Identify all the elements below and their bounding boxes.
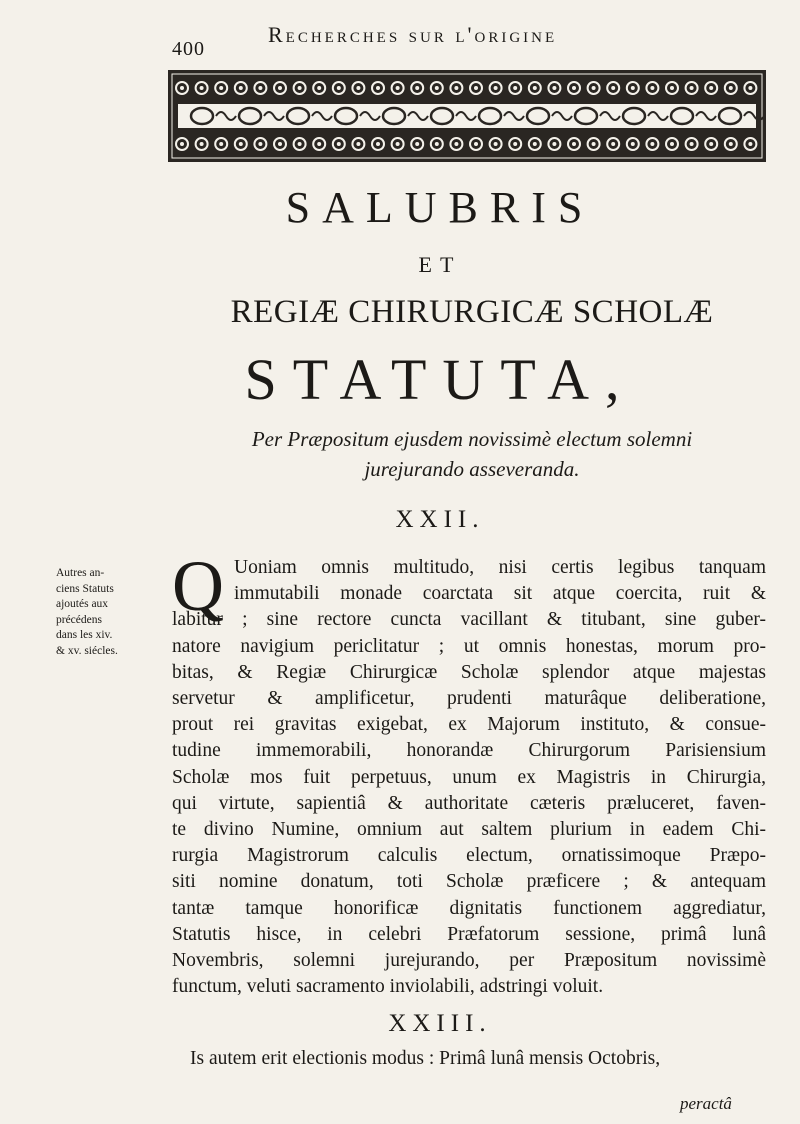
body-line: immutabili monade coarctata sit atque coercita, ruit & bbox=[234, 583, 766, 605]
body-line: bitas, & Regiæ Chirurgicæ Scholæ splendor atque majestas bbox=[172, 661, 766, 683]
body-line: Uoniam omnis multitudo, nisi certis legibus tanquam bbox=[234, 557, 766, 578]
title-regiae-chirurgicae-scholae: REGIÆ CHIRURGICÆ SCHOLÆ bbox=[230, 294, 714, 330]
body-paragraph-xxiii bbox=[190, 1046, 766, 1072]
body-line: tudine immemorabili, honorandæ Chirurgorum Parisiensium bbox=[172, 740, 766, 762]
subtitle bbox=[176, 424, 768, 484]
margin-note-line: précédens bbox=[56, 613, 102, 626]
body-line: Statutis hisce, in celebri Præfatorum sessione, primâ lunâ bbox=[172, 923, 766, 945]
body-line: siti nomine donatum, toti Scholæ præficere ; & antequam bbox=[172, 871, 766, 893]
drop-cap: Q bbox=[172, 546, 224, 626]
body-line: tantæ tamque honorificæ dignitatis functionem aggrediatur, bbox=[172, 897, 766, 919]
catchword: peractâ bbox=[680, 1094, 732, 1113]
body-line: functum, veluti sacramento inviolabili, adstringi voluit. bbox=[172, 976, 604, 998]
subtitle-line: Per Præpositum ejusdem novissimè electum solemni bbox=[251, 427, 693, 451]
title-statuta: STATUTA, bbox=[244, 347, 636, 412]
section-heading-xxii: XXII. bbox=[395, 506, 485, 533]
body-line: Is autem erit electionis modus : Primâ lunâ mensis Octobris, bbox=[190, 1048, 661, 1069]
running-head: Recherches sur l'origine bbox=[268, 22, 558, 47]
body-paragraph-xxii bbox=[172, 555, 766, 1000]
body-line: Scholæ mos fuit perpetuus, unum ex Magistris in Chirurgia, bbox=[172, 766, 766, 788]
body-line: labitur ; sine rectore cuncta vacillant & titubant, sine guber- bbox=[172, 609, 766, 631]
body-line: prout rei gravitas exigebat, ex Majorum instituto, & consue- bbox=[172, 714, 766, 736]
body-line: servetur & amplificetur, prudenti maturâque deliberatione, bbox=[172, 688, 766, 710]
body-line: te divino Numine, omnium aut saltem plurium in eadem Chi- bbox=[172, 819, 766, 841]
body-line: natore navigium periclitatur ; ut omnis honestas, morum pro- bbox=[172, 635, 766, 657]
body-line: rurgia Magistrorum calculis electum, ornatissimoque Præpo- bbox=[172, 845, 766, 867]
body-line: Novembris, solemni jurejurando, per Præpositum novissimè bbox=[172, 950, 766, 972]
margin-note-line: ciens Statuts bbox=[56, 582, 114, 595]
margin-note-line: & xv. siécles. bbox=[56, 644, 118, 657]
ornamental-headpiece bbox=[168, 70, 766, 162]
margin-note bbox=[56, 566, 166, 659]
margin-note-line: Autres an- bbox=[56, 567, 105, 579]
section-heading-xxiii: XXIII. bbox=[388, 1010, 492, 1037]
margin-note-line: dans les xiv. bbox=[56, 629, 113, 641]
subtitle-line: jurejurando asseveranda. bbox=[364, 457, 580, 481]
margin-note-line: ajoutés aux bbox=[56, 598, 109, 610]
body-line: qui virtute, sapientiâ & authoritate cæteris præluceret, faven- bbox=[172, 792, 766, 814]
title-salubris: SALUBRIS bbox=[285, 183, 595, 232]
page-number: 400 bbox=[172, 38, 205, 60]
title-et: ET bbox=[418, 252, 462, 277]
